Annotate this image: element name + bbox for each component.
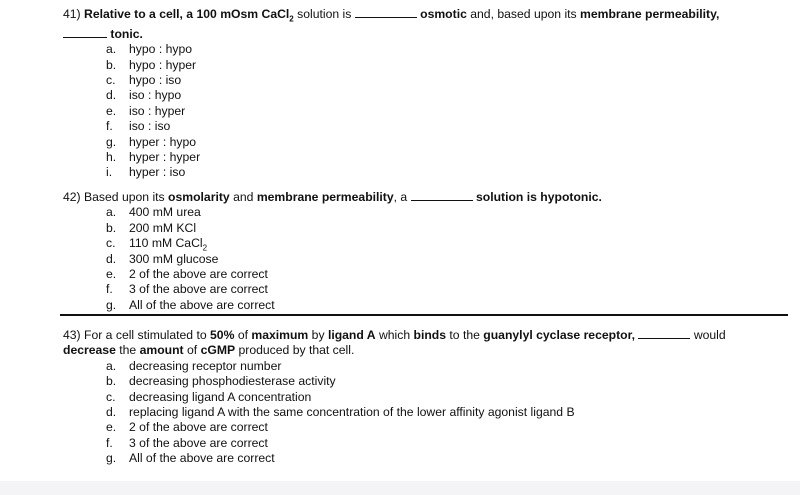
answer-blank	[355, 7, 417, 18]
stem-text: membrane permeability,	[580, 7, 720, 21]
stem-text: produced by that cell.	[238, 343, 355, 358]
option: d. 300 mM glucose	[106, 251, 219, 266]
question-number: 43)	[63, 328, 81, 342]
option: a. decreasing receptor number	[106, 358, 282, 373]
question-41	[63, 7, 788, 181]
option: f. 3 of the above are correct	[106, 435, 268, 450]
stem-text: solution is	[297, 7, 352, 21]
option: c. 110 mM CaCl$_2$	[106, 236, 208, 253]
stem-text: solution is hypotonic.	[475, 190, 602, 204]
question-42	[63, 190, 788, 313]
stem-text: and	[233, 190, 254, 204]
options-list	[63, 359, 788, 467]
answer-blank	[63, 27, 107, 38]
stem-text: Relative to a cell, a	[84, 7, 194, 21]
question-42-stem	[63, 190, 788, 205]
stem-text: membrane permeability	[256, 190, 394, 204]
question-41-stem	[63, 7, 788, 42]
stem-text: of	[187, 343, 198, 358]
subscript: 2	[289, 14, 294, 24]
stem-text: maximum	[251, 328, 309, 342]
option: c. decreasing ligand A concentration	[106, 389, 312, 404]
stem-text: would	[693, 328, 726, 342]
option: i. hyper : iso	[106, 165, 186, 180]
options-list	[63, 205, 788, 313]
option: h. hyper : hyper	[106, 149, 201, 164]
stem-text: and, based upon its	[470, 7, 577, 21]
stem-text: osmotic	[420, 7, 467, 21]
question-number: 41)	[63, 7, 81, 21]
stem-text: amount	[139, 343, 184, 358]
stem-text: guanylyl cyclase receptor,	[483, 328, 636, 342]
stem-text: 100 mOsm CaCl	[196, 7, 290, 21]
stem-text: decrease	[63, 343, 116, 358]
option: d. iso : hypo	[106, 88, 182, 103]
stem-text: by	[311, 328, 325, 342]
option: e. 2 of the above are correct	[106, 266, 268, 281]
option: f. iso : iso	[106, 119, 171, 134]
question-43	[63, 328, 788, 467]
stem-text: of	[237, 328, 248, 342]
option: e. 2 of the above are correct	[106, 420, 268, 435]
stem-text: to the	[449, 328, 480, 342]
stem-text: 50%	[210, 328, 235, 342]
answer-blank	[638, 328, 690, 339]
option: f. 3 of the above are correct	[106, 282, 268, 297]
option: g. All of the above are correct	[106, 297, 275, 312]
question-number: 42)	[63, 190, 81, 204]
option: b. decreasing phosphodiesterase activity	[106, 374, 336, 389]
stem-text: tonic.	[110, 26, 143, 41]
option: g. All of the above are correct	[106, 451, 275, 466]
option: c. hypo : iso	[106, 73, 182, 88]
option: e. iso : hyper	[106, 103, 186, 118]
stem-text: osmolarity	[168, 190, 230, 204]
option: a. hypo : hypo	[106, 42, 193, 57]
answer-blank	[411, 190, 473, 201]
stem-text: For a cell stimulated to	[84, 328, 207, 342]
stem-text: which	[378, 328, 411, 342]
option: b. hypo : hyper	[106, 57, 197, 72]
option: a. 400 mM urea	[106, 205, 201, 220]
stem-text: ligand A	[327, 328, 376, 342]
stem-text: binds	[413, 328, 447, 342]
stem-text: Based upon its	[84, 190, 165, 204]
options-list	[63, 42, 788, 181]
stem-text: cGMP	[200, 343, 236, 358]
stem-text: , a	[393, 190, 408, 204]
stem-text: the	[119, 343, 137, 358]
bottom-strip	[0, 481, 800, 495]
question-43-stem	[63, 328, 788, 359]
option: g. hyper : hypo	[106, 134, 197, 149]
option: b. 200 mM KCl	[106, 220, 197, 235]
option: d. replacing ligand A with the same concentration of the lower affinity agonist ligand B	[106, 404, 575, 419]
divider-line	[60, 314, 788, 316]
